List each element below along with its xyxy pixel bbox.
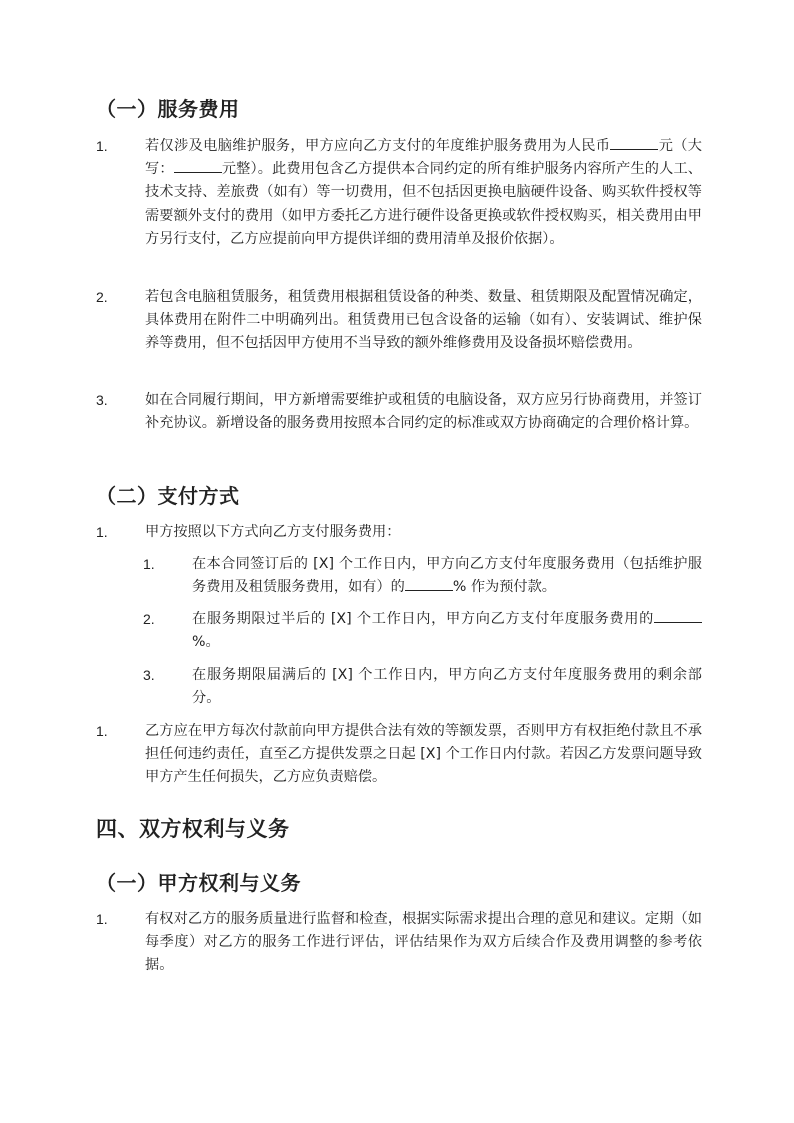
list-text: 乙方应在甲方每次付款前向甲方提供合法有效的等额发票，否则甲方有权拒绝付款且不承担任何违约责任，直至乙方提供发票之日起 [X] 个工作日内付款。若因乙方发票问题导致甲方产生任何损失，乙方应负责赔偿。 [145, 723, 702, 786]
list-text: 甲方按照以下方式向乙方支付服务费用： [145, 524, 401, 540]
amount-blank [610, 135, 658, 150]
list-item [96, 389, 702, 435]
list-text: 在服务期限届满后的 [X] 个工作日内，甲方向乙方支付年度服务费用的剩余部分。 [192, 667, 702, 707]
amount-words-blank [174, 158, 222, 173]
sub-list-item [143, 664, 702, 710]
section-heading-service-fee: （一）服务费用 [96, 97, 240, 121]
list-item [96, 720, 702, 790]
list-item [96, 135, 702, 251]
list-number: 1. [96, 524, 108, 540]
list-number: 1. [96, 138, 108, 154]
list-number: 2. [143, 611, 155, 627]
list-text: 有权对乙方的服务质量进行监督和检查，根据实际需求提出合理的意见和建议。定期（如每季度）对乙方的服务工作进行评估，评估结果作为双方后续合作及费用调整的参考依据。 [145, 911, 702, 974]
list-text: 在服务期限过半后的 [X] 个工作日内，甲方向乙方支付年度服务费用的%。 [192, 608, 702, 654]
list-number: 3. [96, 392, 108, 408]
list-number: 2. [96, 289, 108, 305]
list-text: 若包含电脑租赁服务，租赁费用根据租赁设备的种类、数量、租赁期限及配置情况确定，具体费用在附件二中明确列出。租赁费用已包含设备的运输（如有）、安装调试、维护保养等费用，但不包括因甲方使用不当导致的额外维修费用及设备损坏赔偿费用。 [145, 289, 702, 352]
section-heading-payment: （二）支付方式 [96, 484, 240, 508]
list-text: 如在合同履行期间，甲方新增需要维护或租赁的电脑设备，双方应另行协商费用，并签订补充协议。新增设备的服务费用按照本合同约定的标准或双方协商确定的合理价格计算。 [145, 392, 702, 432]
chapter-heading-rights: 四、双方权利与义务 [96, 817, 290, 841]
sub-list-item [143, 553, 702, 599]
list-number: 1. [96, 723, 108, 739]
section-heading-party-a: （一）甲方权利与义务 [96, 871, 301, 895]
sub-list-item [143, 608, 702, 654]
percent-blank [654, 608, 702, 623]
list-number: 1. [143, 556, 155, 572]
list-text: 在本合同签订后的 [X] 个工作日内，甲方向乙方支付年度服务费用（包括维护服务费用及租赁服务费用，如有）的 % 作为预付款。 [192, 556, 702, 596]
list-text: 若仅涉及电脑维护服务，甲方应向乙方支付的年度维护服务费用为人民币 元（大写： 元整）。此费用包含乙方提供本合同约定的所有维护服务内容所产生的人工、技术支持、差旅费（如有）等一切费用，但不包括因更换电脑硬件设备、购买软件授权等需要额外支付的费用（如甲方委托乙方进行硬件设备更换或软件授权购买，相关费用由甲方另行支付，乙方应提前向甲方提供详细的费用清单及报价依据）。 [145, 135, 702, 251]
list-item [96, 286, 702, 356]
percent-blank [405, 576, 453, 591]
list-item [96, 521, 702, 544]
list-number: 3. [143, 667, 155, 683]
list-item [96, 908, 702, 978]
list-number: 1. [96, 911, 108, 927]
